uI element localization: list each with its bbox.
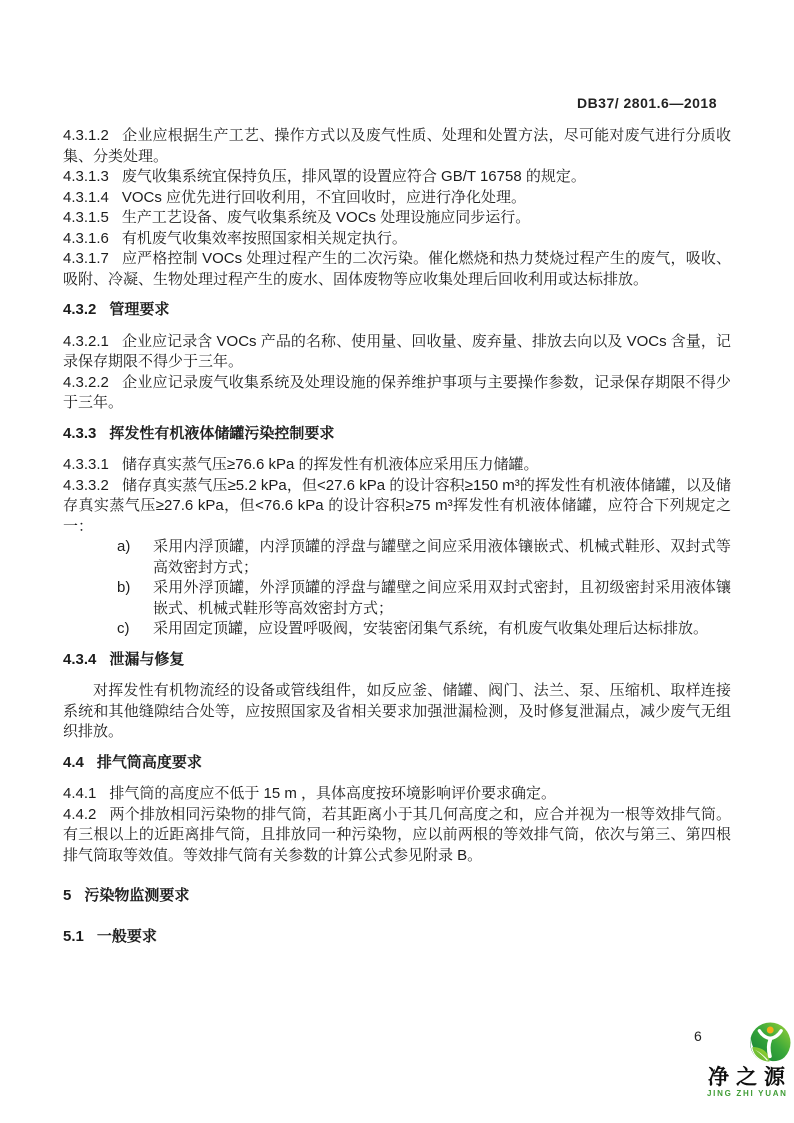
clause-number: 4.3.3 [63, 424, 97, 442]
clause-text: 企业应根据生产工艺、操作方式以及废气性质、处理和处置方法，尽可能对废气进行分质收集、分类处理。 [63, 127, 731, 165]
clause-text: 储存真实蒸气压≥76.6 kPa 的挥发性有机液体应采用压力储罐。 [121, 456, 539, 473]
heading-text: 挥发性有机液体储罐污染控制要求 [109, 424, 335, 442]
clause-number: 5.1 [63, 927, 84, 945]
paragraph [63, 455, 731, 476]
paragraph [63, 681, 731, 743]
section-heading [63, 424, 731, 445]
heading-text: 泄漏与修复 [109, 650, 185, 668]
clause-number: 4.3.3.1 [63, 456, 109, 473]
list-item [63, 619, 731, 640]
paragraph [63, 208, 731, 229]
paragraph [63, 229, 731, 250]
list-marker: b) [117, 579, 131, 596]
paragraph [63, 373, 731, 414]
clause-text: 两个排放相同污染物的排气筒，若其距离小于其几何高度之和，应合并视为一根等效排气筒。有三根以上的近距离排气筒，且排放同一种污染物，应以前两根的等效排气筒，依次与第三、第四根排气筒取等效值。等效排气筒有关参数的计算公式参见附录 B。 [63, 805, 731, 864]
list-item [63, 578, 731, 619]
paragraph [63, 188, 731, 209]
clause-text: 应严格控制 VOCs 处理过程产生的二次污染。催化燃烧和热力焚烧过程产生的废气，吸收、吸附、冷凝、生物处理过程产生的废水、固体废物等应收集处理后回收利用或达标排放。 [63, 250, 731, 288]
document-code-header: DB37/ 2801.6—2018 [576, 95, 717, 111]
clause-number: 4.4 [63, 753, 84, 771]
heading-text: 管理要求 [109, 301, 170, 318]
brand-logo [700, 1021, 793, 1099]
section-heading [63, 753, 731, 774]
clause-number: 4.3.2.1 [63, 332, 109, 350]
clause-text: 采用外浮顶罐，外浮顶罐的浮盘与罐壁之间应采用双封式密封，且初级密封采用液体镶嵌式、机械式鞋形等高效密封方式； [153, 579, 731, 617]
clause-number: 4.4.2 [63, 805, 97, 823]
list-marker: c) [117, 620, 130, 637]
section-heading [63, 927, 731, 948]
clause-text: 企业应记录含 VOCs 产品的名称、使用量、回收量、废弃量、排放去向以及 VOCs 含量，记录保存期限不得少于三年。 [63, 332, 731, 370]
page-number: 6 [694, 1028, 702, 1044]
clause-number: 4.3.1.5 [63, 209, 109, 226]
clause-number: 4.3.1.7 [63, 250, 109, 267]
clause-text: 企业应记录废气收集系统及处理设施的保养维护事项与主要操作参数，记录保存期限不得少于三年。 [63, 373, 731, 411]
jingzhiyuan-logo-icon [747, 1021, 792, 1066]
paragraph [63, 126, 731, 167]
heading-text: 污染物监测要求 [84, 887, 190, 904]
clause-number: 4.3.1.4 [63, 188, 109, 206]
heading-text: 排气筒高度要求 [96, 753, 202, 771]
paragraph [63, 476, 731, 538]
paragraph [63, 332, 731, 373]
clause-number: 4.3.1.6 [63, 229, 109, 247]
clause-text: VOCs 应优先进行回收利用，不宜回收时，应进行净化处理。 [121, 188, 527, 206]
section-heading [63, 300, 731, 321]
clause-text: 排气筒的高度应不低于 15 m ，具体高度按环境影响评价要求确定。 [109, 785, 557, 802]
clause-text: 储存真实蒸气压≥5.2 kPa，但<27.6 kPa 的设计容积≥150 m³的挥发性有机液体储罐，以及储存真实蒸气压≥27.6 kPa，但<76.6 kPa 的设计容积≥75 m³挥发性有机液体储罐，应符合下列规定之一： [63, 476, 731, 535]
list-marker: a) [117, 538, 131, 555]
clause-number: 4.3.4 [63, 650, 97, 668]
section-heading [63, 886, 731, 907]
clause-text: 废气收集系统宜保持负压，排风罩的设置应符合 GB/T 16758 的规定。 [121, 168, 586, 185]
clause-number: 4.3.1.2 [63, 127, 109, 144]
clause-number: 4.3.2 [63, 301, 97, 318]
clause-number: 4.3.1.3 [63, 168, 109, 185]
clause-number: 5 [63, 887, 72, 904]
clause-number: 4.4.1 [63, 785, 97, 802]
document-body [63, 126, 731, 961]
clause-text: 对挥发性有机物流经的设备或管线组件，如反应釜、储罐、阀门、法兰、泵、压缩机、取样连接系统和其他缝隙结合处等，应按照国家及省相关要求加强泄漏检测，及时修复泄漏点，减少废气无组织排放。 [63, 682, 731, 740]
clause-text: 采用内浮顶罐，内浮顶罐的浮盘与罐壁之间应采用液体镶嵌式、机械式鞋形、双封式等高效密封方式； [153, 538, 731, 576]
clause-number: 4.3.3.2 [63, 476, 109, 494]
clause-number: 4.3.2.2 [63, 373, 109, 391]
paragraph [63, 249, 731, 290]
clause-text: 生产工艺设备、废气收集系统及 VOCs 处理设施应同步运行。 [121, 209, 531, 226]
list-item [63, 537, 731, 578]
paragraph [63, 167, 731, 188]
clause-text: 采用固定顶罐，应设置呼吸阀，安装密闭集气系统，有机废气收集处理后达标排放。 [153, 620, 709, 637]
clause-text: 有机废气收集效率按照国家相关规定执行。 [121, 229, 407, 247]
heading-text: 一般要求 [96, 927, 157, 945]
brand-name-en: JING ZHI YUAN [707, 1089, 788, 1098]
paragraph [63, 805, 731, 867]
brand-name-cn: 净之源 [708, 1066, 792, 1089]
section-heading [63, 650, 731, 671]
paragraph [63, 784, 731, 805]
